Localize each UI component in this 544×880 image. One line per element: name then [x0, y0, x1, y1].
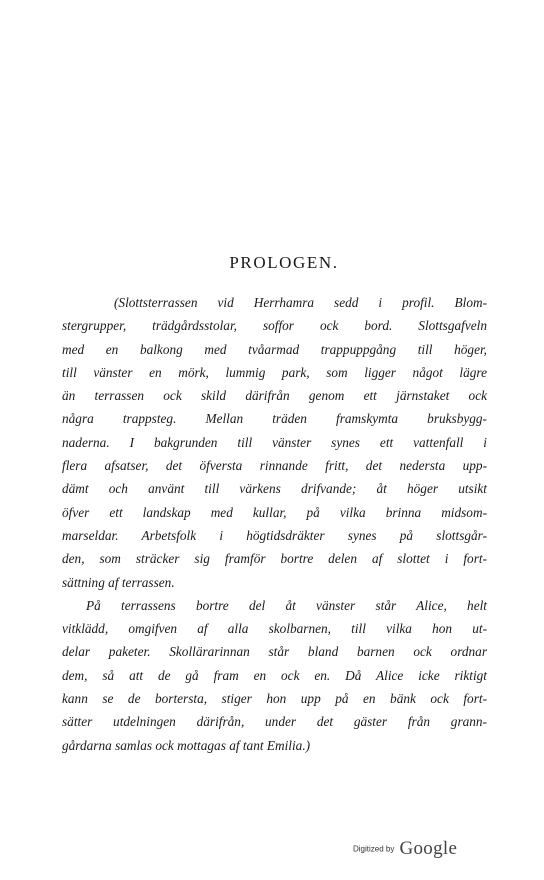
text-line: (Slottsterrassen vid Herrhamra sedd i profil. Blom- [114, 295, 487, 310]
digitized-by-label: Digitized by [353, 844, 395, 854]
text-line: med en balkong med tvåarmad trappuppgång till höger, [62, 341, 487, 357]
text-line: dämt och använt till värkens drifvande; åt höger utsikt [62, 481, 487, 497]
chapter-heading: PROLOGEN. [229, 253, 339, 272]
stage-direction-text [62, 291, 487, 757]
text-line: dem, så att de gå fram en ock en. Då Alice icke riktigt [62, 667, 487, 683]
text-line: än terrassen ock skild därifrån genom ett järnstaket ock [62, 388, 487, 404]
text-line: sättning af terrassen. [62, 574, 175, 590]
text-line: den, som sträcker sig framför bortre delen af slottet i fort- [62, 551, 487, 567]
text-line: stergrupper, trädgårdsstolar, soffor ock bord. Slottsgafveln [62, 318, 487, 334]
text-line: På terrassens bortre del åt vänster står Alice, helt [86, 597, 487, 613]
text-line: gårdarna samlas ock mottagas af tant Emilia.) [62, 737, 311, 753]
text-line: naderna. I bakgrunden till vänster synes ett vattenfall i [62, 434, 487, 450]
google-logo: Google [399, 838, 458, 859]
text-line: till vänster en mörk, lummig park, som ligger något lägre [62, 364, 487, 380]
digitization-watermark [353, 838, 457, 860]
text-line: öfver ett landskap med kullar, på vilka brinna midsom- [62, 504, 487, 520]
text-line: delar paketer. Skollärarinnan står bland barnen ock ordnar [62, 644, 487, 660]
text-line: sätter utdelningen därifrån, under det gäster från grann- [62, 714, 487, 730]
text-line: flera afsatser, det öfversta rinnande fritt, det nedersta upp- [62, 458, 487, 474]
text-line: kann se de bortersta, stiger hon upp på en bänk ock fort- [62, 691, 487, 707]
text-line: några trappsteg. Mellan träden framskymta bruksbygg- [62, 411, 487, 427]
text-line: marseldar. Arbetsfolk i högtidsdräkter synes på slottsgår- [62, 527, 487, 543]
text-line: vitklädd, omgifven af alla skolbarnen, till vilka hon ut- [62, 621, 487, 637]
